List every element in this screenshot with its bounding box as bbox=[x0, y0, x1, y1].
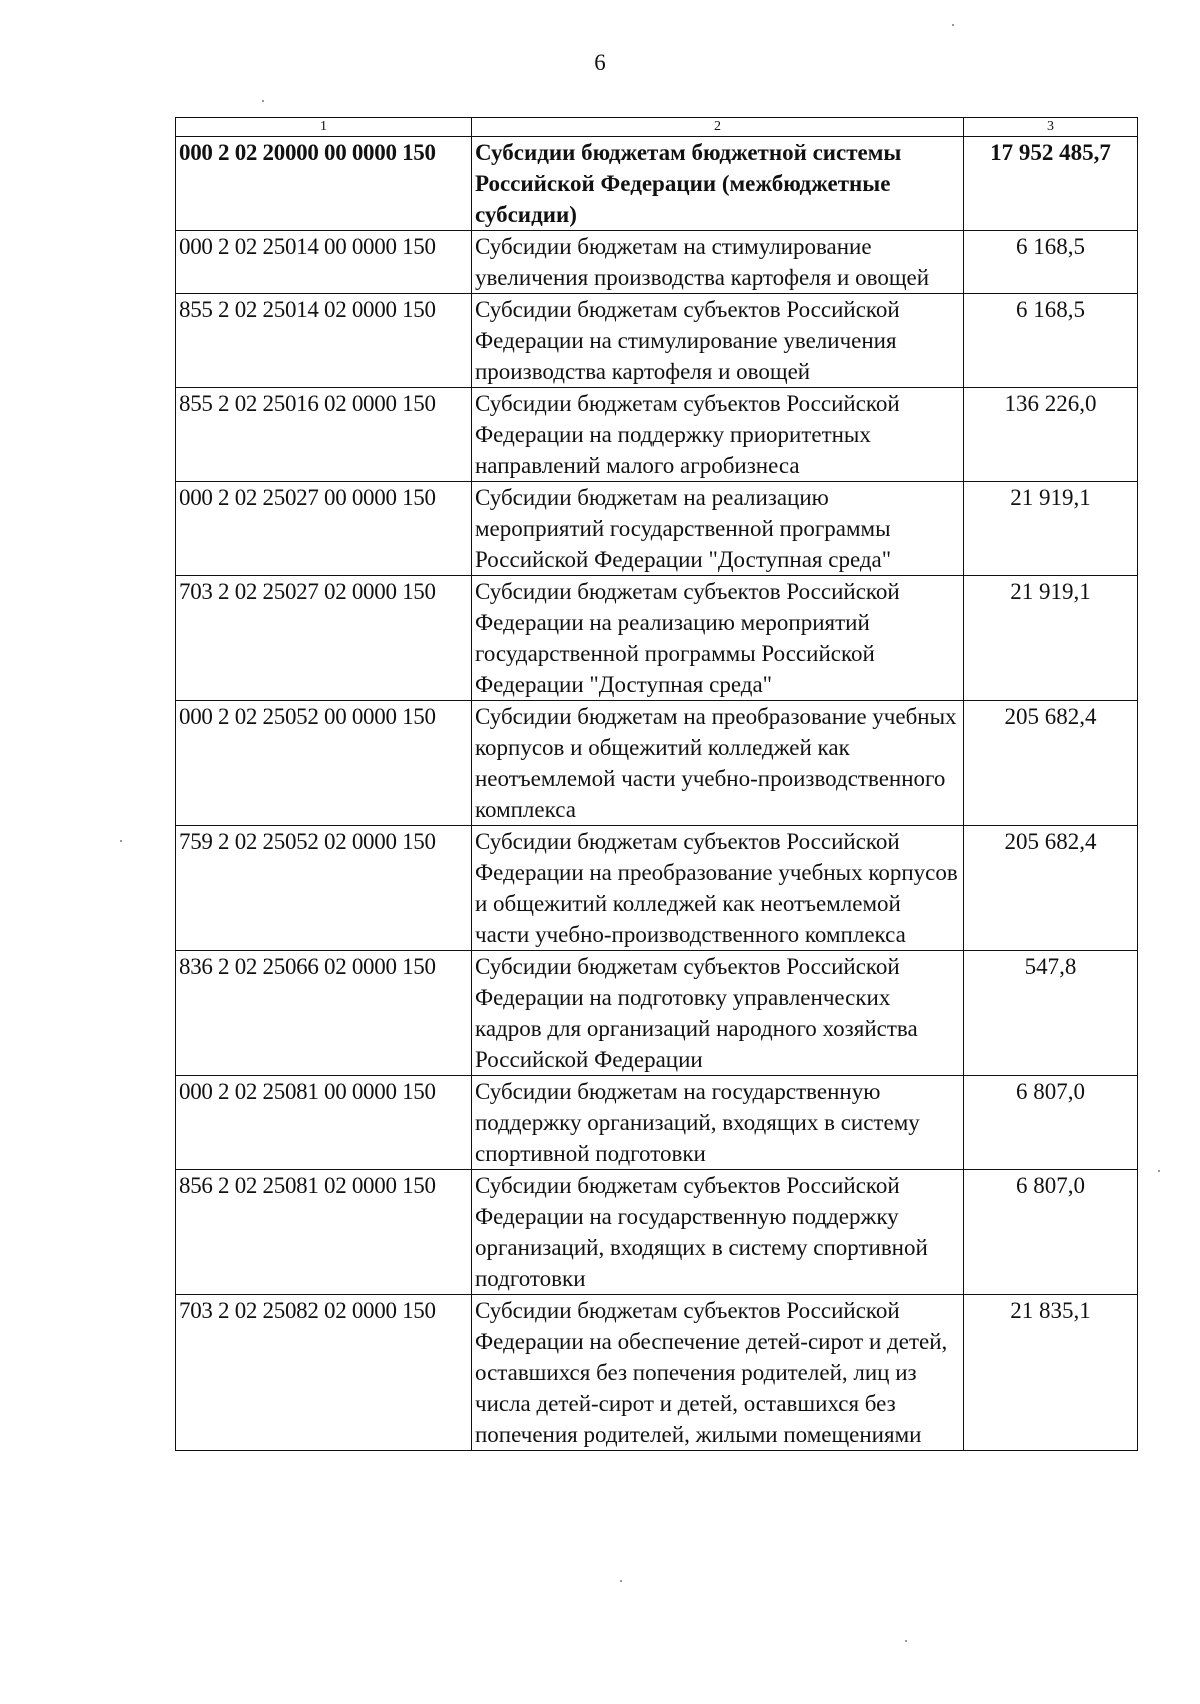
table-row bbox=[176, 701, 1138, 826]
classification-code: 000 2 02 25081 00 0000 150 bbox=[176, 1076, 472, 1170]
scan-speck bbox=[262, 100, 264, 102]
revenue-name: Субсидии бюджетам субъектов Российской Федерации на поддержку приоритетных направлений малого агробизнеса bbox=[472, 388, 964, 482]
amount: 6 168,5 bbox=[964, 231, 1138, 294]
table-row bbox=[176, 1076, 1138, 1170]
scan-speck bbox=[620, 1580, 622, 1582]
table-row bbox=[176, 137, 1138, 231]
table-row bbox=[176, 826, 1138, 951]
column-header-1: 1 bbox=[176, 118, 472, 137]
amount: 21 919,1 bbox=[964, 482, 1138, 576]
budget-table bbox=[175, 117, 1138, 1451]
scan-speck bbox=[1158, 1170, 1160, 1172]
amount: 6 807,0 bbox=[964, 1170, 1138, 1295]
table-row bbox=[176, 482, 1138, 576]
classification-code: 703 2 02 25082 02 0000 150 bbox=[176, 1295, 472, 1451]
revenue-name: Субсидии бюджетам субъектов Российской Федерации на преобразование учебных корпусов и общежитий колледжей как неотъемлемой части учебно-производственного комплекса bbox=[472, 826, 964, 951]
classification-code: 000 2 02 25014 00 0000 150 bbox=[176, 231, 472, 294]
column-number-row bbox=[176, 118, 1138, 137]
amount: 205 682,4 bbox=[964, 701, 1138, 826]
revenue-name: Субсидии бюджетам на государственную поддержку организаций, входящих в систему спортивной подготовки bbox=[472, 1076, 964, 1170]
classification-code: 856 2 02 25081 02 0000 150 bbox=[176, 1170, 472, 1295]
revenue-name: Субсидии бюджетам субъектов Российской Федерации на обеспечение детей-сирот и детей, оставшихся без попечения родителей, лиц из числа детей-сирот и детей, оставшихся без попечения родителей, жилыми помещениями bbox=[472, 1295, 964, 1451]
column-header-3: 3 bbox=[964, 118, 1138, 137]
revenue-name: Субсидии бюджетам субъектов Российской Федерации на стимулирование увеличения производства картофеля и овощей bbox=[472, 294, 964, 388]
column-header-2: 2 bbox=[472, 118, 964, 137]
table-row bbox=[176, 1295, 1138, 1451]
classification-code: 000 2 02 25052 00 0000 150 bbox=[176, 701, 472, 826]
table-row bbox=[176, 576, 1138, 701]
amount: 6 168,5 bbox=[964, 294, 1138, 388]
revenue-name: Субсидии бюджетам на реализацию мероприятий государственной программы Российской Федерации "Доступная среда" bbox=[472, 482, 964, 576]
classification-code: 000 2 02 25027 00 0000 150 bbox=[176, 482, 472, 576]
scan-speck bbox=[120, 840, 122, 842]
amount: 17 952 485,7 bbox=[964, 137, 1138, 231]
amount: 6 807,0 bbox=[964, 1076, 1138, 1170]
table-row bbox=[176, 388, 1138, 482]
revenue-name: Субсидии бюджетам бюджетной системы Российской Федерации (межбюджетные субсидии) bbox=[472, 137, 964, 231]
revenue-name: Субсидии бюджетам субъектов Российской Федерации на реализацию мероприятий государственной программы Российской Федерации "Доступная среда" bbox=[472, 576, 964, 701]
classification-code: 836 2 02 25066 02 0000 150 bbox=[176, 951, 472, 1076]
scan-speck bbox=[905, 1640, 907, 1642]
amount: 21 835,1 bbox=[964, 1295, 1138, 1451]
table-row bbox=[176, 294, 1138, 388]
revenue-name: Субсидии бюджетам субъектов Российской Федерации на государственную поддержку организаций, входящих в систему спортивной подготовки bbox=[472, 1170, 964, 1295]
table-body bbox=[176, 137, 1138, 1451]
page-number: 6 bbox=[594, 50, 606, 75]
table-row bbox=[176, 951, 1138, 1076]
classification-code: 703 2 02 25027 02 0000 150 bbox=[176, 576, 472, 701]
amount: 21 919,1 bbox=[964, 576, 1138, 701]
scan-speck bbox=[952, 24, 954, 26]
revenue-name: Субсидии бюджетам на преобразование учебных корпусов и общежитий колледжей как неотъемлемой части учебно-производственного комплекса bbox=[472, 701, 964, 826]
amount: 136 226,0 bbox=[964, 388, 1138, 482]
table-row bbox=[176, 231, 1138, 294]
classification-code: 855 2 02 25016 02 0000 150 bbox=[176, 388, 472, 482]
revenue-name: Субсидии бюджетам на стимулирование увеличения производства картофеля и овощей bbox=[472, 231, 964, 294]
amount: 205 682,4 bbox=[964, 826, 1138, 951]
classification-code: 759 2 02 25052 02 0000 150 bbox=[176, 826, 472, 951]
amount: 547,8 bbox=[964, 951, 1138, 1076]
classification-code: 000 2 02 20000 00 0000 150 bbox=[176, 137, 472, 231]
table-header bbox=[176, 118, 1138, 137]
revenue-name: Субсидии бюджетам субъектов Российской Федерации на подготовку управленческих кадров для организаций народного хозяйства Российской Федерации bbox=[472, 951, 964, 1076]
table-row bbox=[176, 1170, 1138, 1295]
classification-code: 855 2 02 25014 02 0000 150 bbox=[176, 294, 472, 388]
